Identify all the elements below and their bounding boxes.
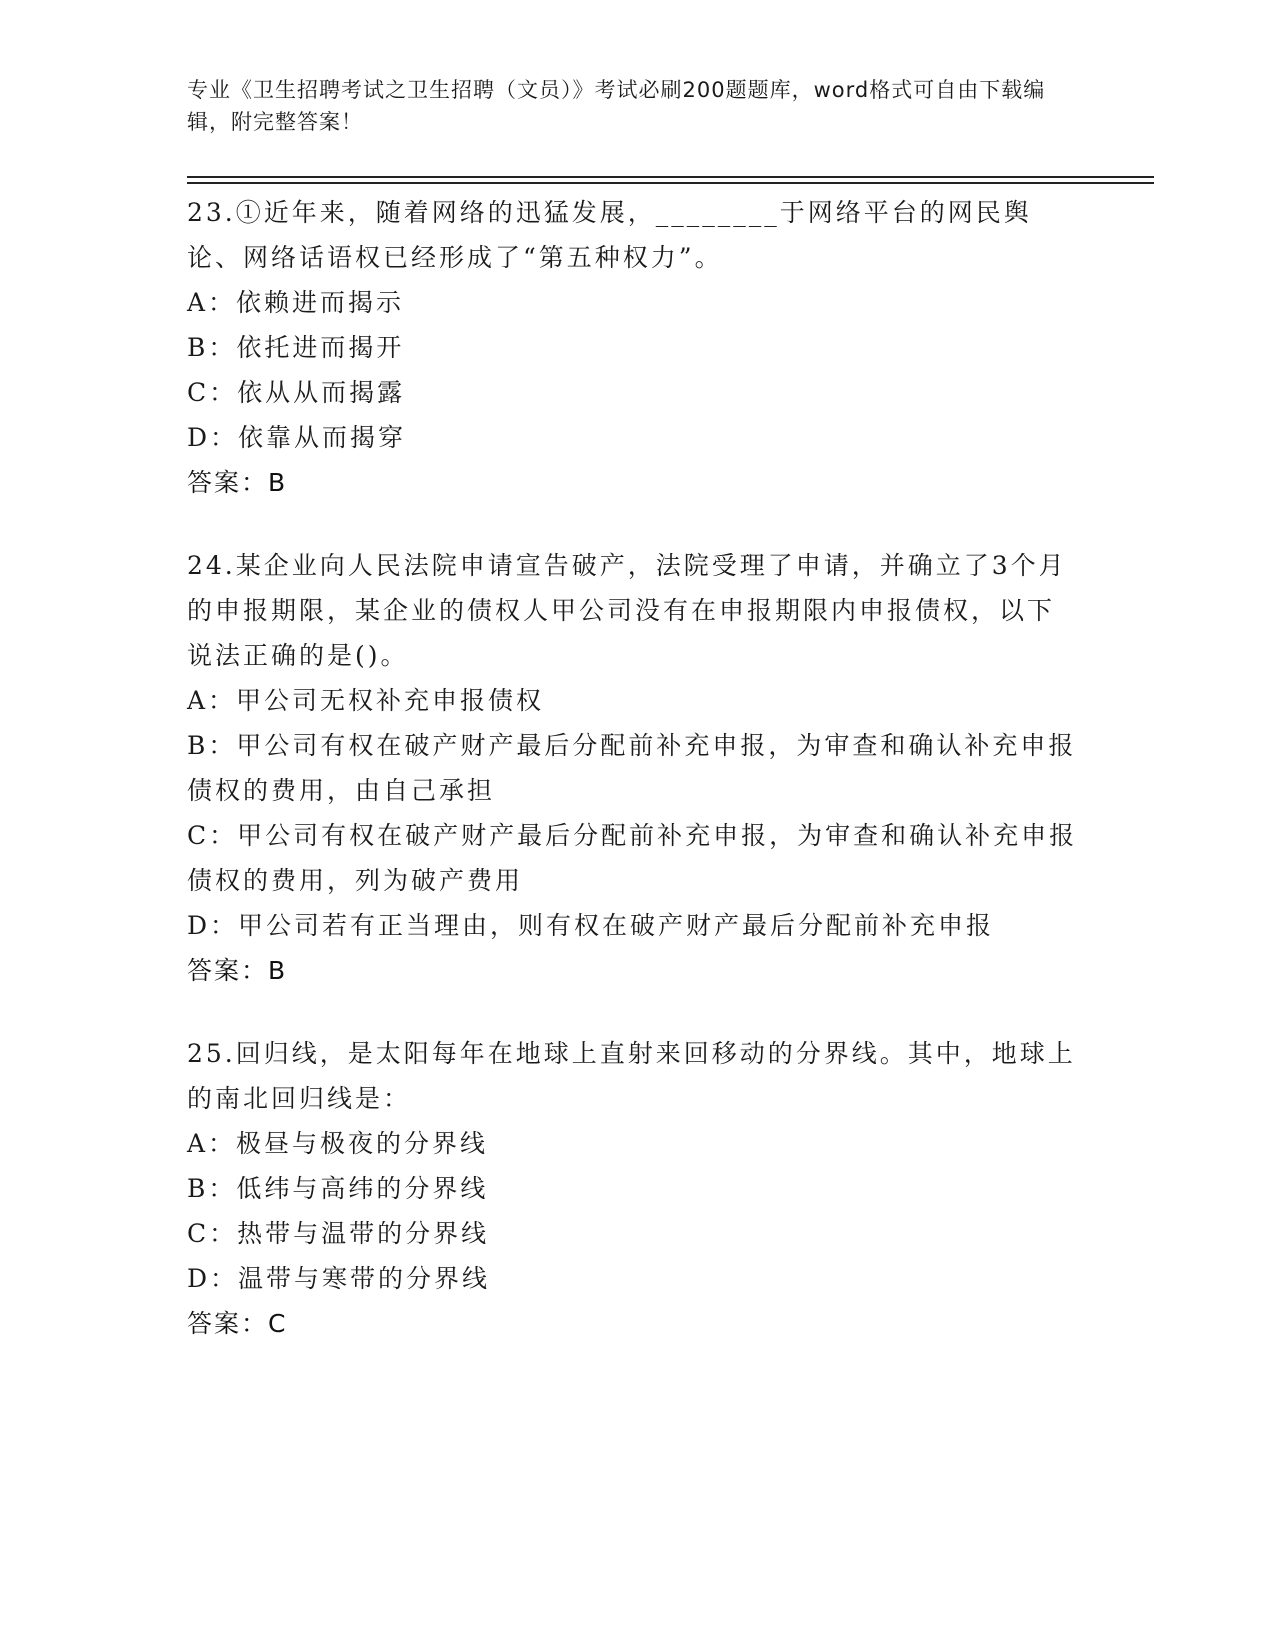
question-25 bbox=[187, 1031, 1082, 1346]
document-header: 专业《卫生招聘考试之卫生招聘（文员）》考试必刷200题题库，word格式可自由下载编辑，附完整答案！ bbox=[187, 78, 1046, 134]
option-b: B：甲公司有权在破产财产最后分配前补充申报，为审查和确认补充申报债权的费用，由自己承担 bbox=[187, 731, 1077, 805]
header-divider-bottom bbox=[187, 182, 1154, 184]
answer-text: 答案：B bbox=[187, 956, 288, 985]
option-a: A：极昼与极夜的分界线 bbox=[187, 1129, 489, 1158]
header-divider-top bbox=[187, 176, 1154, 178]
option-d: D：温带与寒带的分界线 bbox=[187, 1264, 491, 1293]
question-text: 23.①近年来，随着网络的迅猛发展，________于网络平台的网民舆论、网络话语权已经形成了“第五种权力”。 bbox=[187, 198, 1032, 272]
option-a: A：甲公司无权补充申报债权 bbox=[187, 686, 545, 715]
question-23 bbox=[187, 190, 1082, 505]
option-d: D：甲公司若有正当理由，则有权在破产财产最后分配前补充申报 bbox=[187, 911, 995, 940]
answer-text: 答案：C bbox=[187, 1309, 288, 1338]
option-a: A：依赖进而揭示 bbox=[187, 288, 405, 317]
option-b: B：低纬与高纬的分界线 bbox=[187, 1174, 489, 1203]
question-text: 25.回归线，是太阳每年在地球上直射来回移动的分界线。其中，地球上的南北回归线是： bbox=[187, 1039, 1076, 1113]
option-b: B：依托进而揭开 bbox=[187, 333, 405, 362]
answer-text: 答案：B bbox=[187, 468, 288, 497]
question-list bbox=[187, 190, 1082, 1384]
option-d: D：依靠从而揭穿 bbox=[187, 423, 407, 452]
question-24 bbox=[187, 543, 1082, 993]
option-c: C：甲公司有权在破产财产最后分配前补充申报，为审查和确认补充申报债权的费用，列为破产费用 bbox=[187, 821, 1078, 895]
option-c: C：热带与温带的分界线 bbox=[187, 1219, 490, 1248]
option-c: C：依从从而揭露 bbox=[187, 378, 406, 407]
question-text: 24.某企业向人民法院申请宣告破产，法院受理了申请，并确立了3个月的申报期限，某企业的债权人甲公司没有在申报期限内申报债权，以下说法正确的是()。 bbox=[187, 551, 1067, 670]
